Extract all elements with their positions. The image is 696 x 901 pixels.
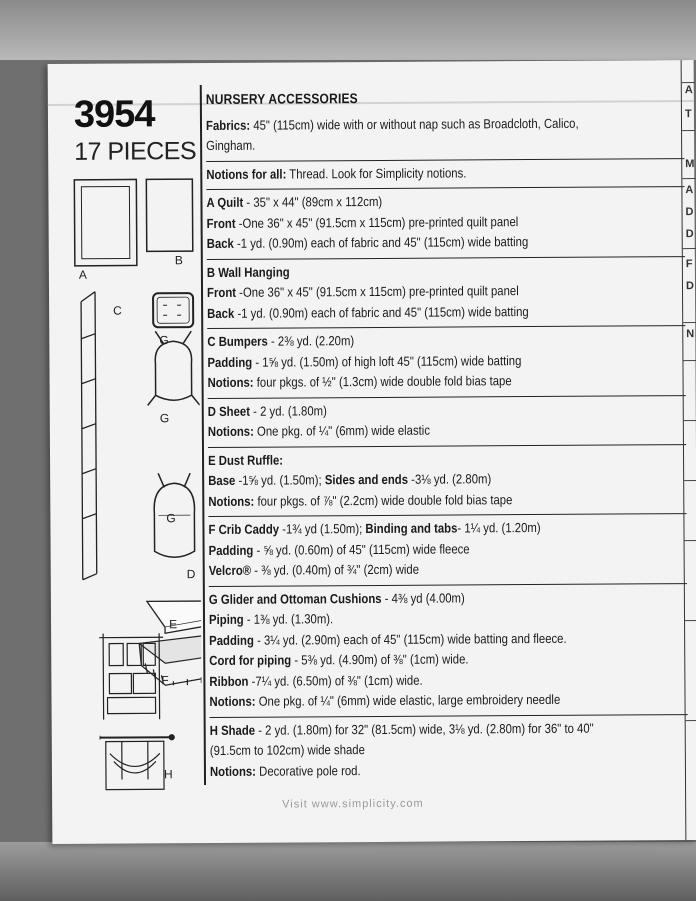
fabrics-text-2: Gingham.: [206, 137, 256, 154]
section-title: NURSERY ACCESSORIES: [205, 90, 358, 108]
cushions-size: - 4⅜ yd (4.00m): [381, 589, 465, 606]
wall-hanging-front-label: Front: [206, 284, 237, 301]
crib-caddy-padding-label: Padding: [208, 542, 254, 558]
illustration-label-g3: G: [166, 511, 176, 526]
fabrics-block: [206, 110, 684, 162]
crib-caddy-padding-text: - ⅝ yd. (0.60m) of 45" (115cm) wide fleece: [253, 540, 470, 558]
notions-all-label: Notions for all:: [206, 166, 287, 182]
notions-all-text: Thread. Look for Simplicity notions.: [289, 164, 467, 182]
yardage-content: [206, 87, 621, 786]
edge-rule: [682, 178, 695, 179]
edge-letter: D: [685, 280, 694, 293]
wall-hanging-block: [207, 257, 686, 329]
pieces-count: 17 PIECES: [74, 137, 197, 166]
cushions-notions-label: Notions:: [209, 693, 256, 710]
bumpers-notions-label: Notions:: [207, 374, 254, 391]
scanner-background-bottom: [0, 842, 696, 901]
cushions-ribbon-label: Ribbon: [209, 673, 249, 689]
edge-letter: A: [684, 84, 693, 97]
edge-letter: T: [684, 108, 692, 121]
cushions-title: G Glider and Ottoman Cushions: [208, 590, 382, 607]
cushions-cord-label: Cord for piping: [209, 652, 292, 669]
cushions-piping-label: Piping: [208, 611, 244, 628]
fabrics-label: Fabrics:: [205, 117, 251, 133]
edge-letter: N: [686, 328, 695, 341]
sheet-title: D Sheet: [207, 403, 251, 419]
quilt-size: - 35" x 44" (89cm x 112cm): [243, 193, 383, 210]
sheet-size: - 2 yd. (1.80m): [249, 402, 327, 419]
edge-rule: [683, 322, 696, 323]
edge-rule: [685, 620, 696, 621]
edge-rule: [686, 720, 696, 721]
wall-hanging-title: B Wall Hanging: [206, 264, 290, 280]
dust-ruffle-block: [208, 445, 687, 517]
fabrics-text-1: 45" (115cm) wide with or without nap such as Broadcloth, Calico,: [253, 115, 579, 133]
crib-caddy-block: [208, 514, 687, 586]
crib-caddy-velcro-text: - ⅜ yd. (0.40m) of ¾" (2cm) wide: [251, 561, 420, 578]
quilt-front-label: Front: [206, 215, 236, 231]
illustration-label-d: D: [186, 567, 196, 582]
sheet-notions-label: Notions:: [207, 423, 254, 440]
crib-caddy-title: F Crib Caddy: [208, 521, 280, 538]
quilt-illustration: [74, 179, 137, 265]
edge-rule: [684, 420, 696, 421]
illustration-label-f: F: [161, 673, 169, 688]
cushions-piping-text: - 1⅜ yd. (1.30m).: [243, 611, 334, 627]
bumpers-illustration: [81, 292, 97, 580]
wall-hanging-illustration: [146, 179, 192, 251]
crib-caddy-illustration: [99, 633, 164, 719]
cushions-block: [209, 584, 688, 718]
edge-letter: M: [685, 158, 695, 171]
dust-ruffle-notions-text: four pkgs. of ⅞" (2.2cm) wide double fold bias tape: [254, 491, 513, 509]
cushions-ribbon-text: -7¼ yd. (6.50m) of ⅜" (1cm) wide.: [248, 672, 423, 689]
crib-caddy-size: -1¾ yd (1.50m);: [278, 521, 366, 537]
edge-rule: [684, 480, 696, 481]
dust-ruffle-sides-text: -3⅛ yd. (2.80m): [407, 471, 492, 487]
crib-caddy-binding-label: Binding and tabs: [365, 520, 458, 537]
shade-block: [210, 715, 689, 786]
illustration-label-e: E: [169, 617, 178, 632]
shade-notions-text: Decorative pole rod.: [255, 762, 361, 779]
illustration-label-b: B: [174, 253, 183, 268]
shade-notions-label: Notions:: [209, 763, 256, 779]
glider-cushion-illustration-1: [147, 331, 199, 405]
crib-caddy-velcro-label: Velcro®: [208, 562, 252, 579]
illustration-label-c: C: [113, 303, 122, 318]
wall-hanging-back-label: Back: [207, 305, 235, 321]
website-footer: Visit www.simplicity.com: [282, 797, 424, 811]
edge-letter: A: [685, 184, 694, 197]
notions-all-block: [206, 159, 684, 190]
shade-text-2: (91.5cm to 102cm) wide shade: [209, 742, 365, 759]
dust-ruffle-title: E Dust Ruffle:: [208, 452, 284, 468]
illustration-column-lower: [99, 629, 220, 800]
illustration-label-g1: G: [159, 333, 169, 348]
quilt-back-label: Back: [206, 235, 234, 252]
cushions-padding-text: - 3¼ yd. (2.90m) each of 45" (115cm) wide batting and fleece.: [253, 630, 567, 648]
bumpers-padding-text: - 1⅝ yd. (1.50m) of high loft 45" (115cm) wide batting: [252, 352, 522, 370]
illustration-label-g2: G: [159, 411, 170, 426]
wall-hanging-back-text: -1 yd. (0.90m) each of fabric and 45" (115cm) wide batting: [234, 303, 529, 321]
edge-rule: [683, 360, 696, 361]
pattern-envelope-back: [48, 60, 696, 844]
crib-caddy-binding-text: - 1¼ yd. (1.20m): [457, 519, 541, 536]
edge-rule: [682, 130, 695, 131]
scanner-background-top: [0, 0, 696, 60]
bumpers-block: [207, 326, 686, 398]
shade-title: H Shade: [209, 722, 256, 738]
wall-hanging-front-text: -One 36" x 45" (91.5cm x 115cm) pre-printed quilt panel: [235, 283, 519, 300]
quilt-title: A Quilt: [206, 194, 244, 211]
illustration-label-a: A: [78, 267, 87, 282]
edge-rule: [682, 82, 695, 83]
illustration-label-h: H: [163, 767, 173, 782]
quilt-back-text: -1 yd. (0.90m) each of fabric and 45" (115cm) wide batting: [233, 234, 529, 251]
edge-letter: F: [685, 258, 693, 271]
dust-ruffle-notions-label: Notions:: [208, 493, 255, 509]
bumpers-title: C Bumpers: [207, 333, 268, 350]
dust-ruffle-sides-label: Sides and ends: [324, 471, 409, 488]
sheet-notions-text: One pkg. of ¼" (6mm) wide elastic: [253, 422, 431, 439]
edge-letter: D: [685, 228, 694, 241]
cushions-padding-label: Padding: [209, 632, 254, 648]
ottoman-cushion-illustration: [153, 293, 193, 327]
edge-rule: [685, 540, 696, 541]
edge-letter: D: [685, 206, 694, 219]
bumpers-size: - 2⅜ yd. (2.20m): [267, 333, 355, 349]
bumpers-notions-text: four pkgs. of ½" (1.3cm) wide double fold bias tape: [253, 373, 512, 390]
edge-rule: [683, 248, 696, 249]
dust-ruffle-base-text: -1⅝ yd. (1.50m);: [235, 472, 325, 488]
shade-text-1: - 2 yd. (1.80m) for 32" (81.5cm) wide, 3⅛ yd. (2.80m) for 36" to 40": [255, 720, 594, 738]
shade-illustration: [99, 735, 174, 790]
cushions-notions-text: One pkg. of ¼" (6mm) wide elastic, large embroidery needle: [255, 691, 561, 709]
cushions-cord-text: - 5⅜ yd. (4.90m) of ⅜" (1cm) wide.: [291, 651, 469, 668]
pattern-number: 3954: [73, 93, 155, 136]
dust-ruffle-base-label: Base: [208, 472, 236, 489]
bumpers-padding-label: Padding: [207, 354, 253, 370]
quilt-front-text: -One 36" x 45" (91.5cm x 115cm) pre-printed quilt panel: [235, 213, 519, 231]
quilt-block: [206, 187, 685, 259]
sheet-block: [208, 396, 686, 448]
